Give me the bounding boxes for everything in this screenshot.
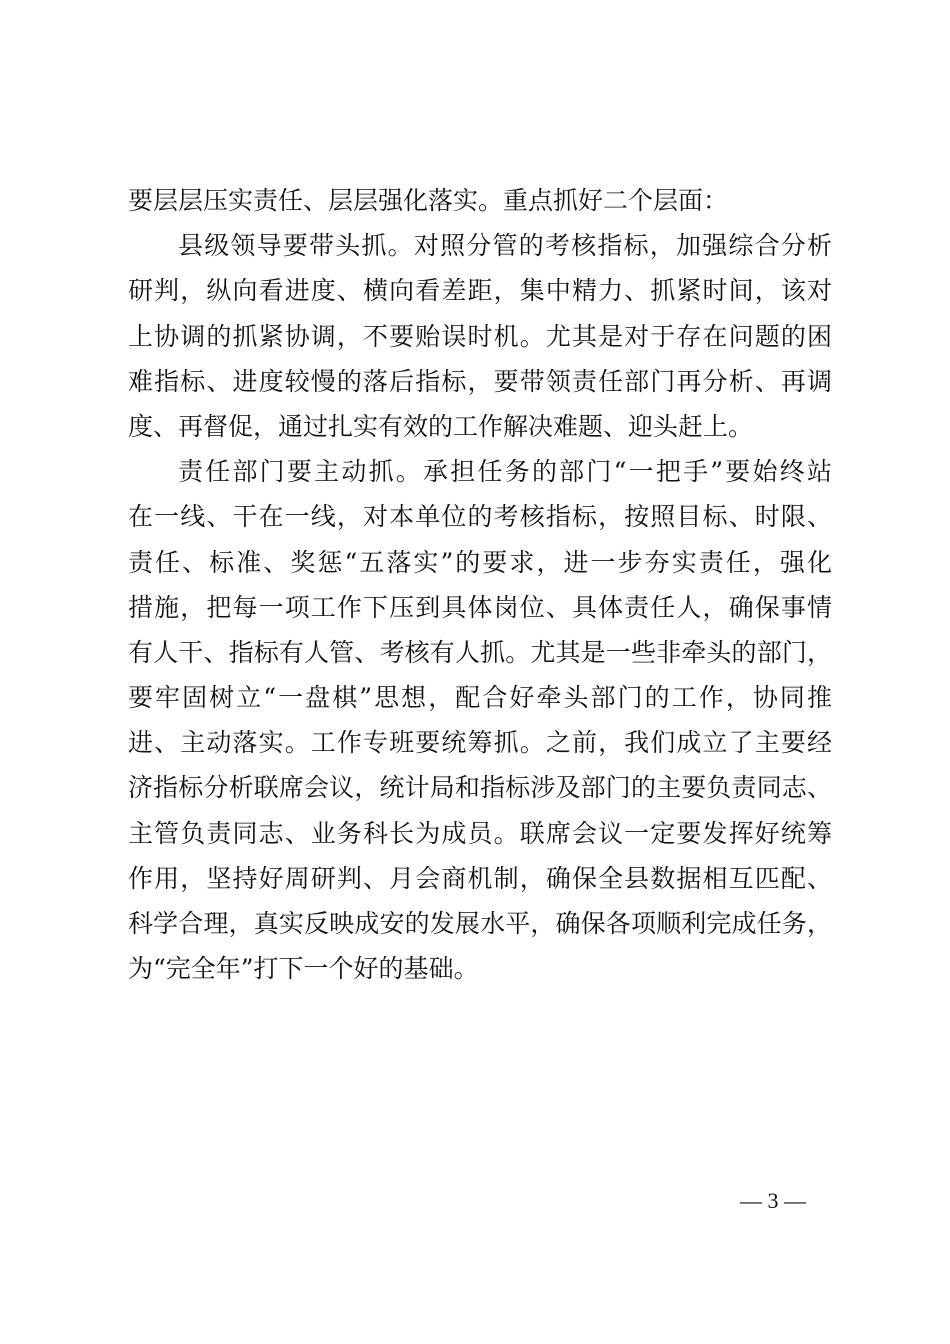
text-line: 责任部门要主动抓。承担任务的部门“一把手”要始终站: [178, 457, 832, 487]
text-line: 为“完全年”打下一个好的基础。: [128, 954, 479, 984]
text-line: 上协调的抓紧协调，不要贻误时机。尤其是对于存在问题的困: [128, 321, 832, 351]
text-line: 难指标、进度较慢的落后指标，要带领责任部门再分析、再调: [128, 366, 832, 396]
text-line: 进、主动落实。工作专班要统筹抓。之前，我们成立了主要经: [128, 728, 832, 758]
text-line: 度、再督促，通过扎实有效的工作解决难题、迎头赶上。: [128, 411, 754, 441]
text-line: 县级领导要带头抓。对照分管的考核指标，加强综合分析: [178, 231, 832, 261]
page-number: — 3 —: [740, 1188, 806, 1213]
text-line: 研判，纵向看进度、横向看差距，集中精力、抓紧时间，该对: [128, 276, 832, 306]
text-line: 在一线、干在一线，对本单位的考核指标，按照目标、时限、: [128, 502, 832, 532]
text-line: 要层层压实责任、层层强化落实。重点抓好二个层面：: [128, 186, 729, 215]
body-text: [128, 178, 832, 991]
text-line: 作用，坚持好周研判、月会商机制，确保全县数据相互匹配、: [128, 863, 832, 893]
text-line: 主管负责同志、业务科长为成员。联席会议一定要发挥好统筹: [128, 818, 832, 848]
text-line: 要牢固树立“一盘棋”思想，配合好牵头部门的工作，协同推: [128, 683, 832, 713]
text-line: 科学合理，真实反映成安的发展水平，确保各项顺利完成任务，: [128, 909, 832, 938]
text-line: 济指标分析联席会议，统计局和指标涉及部门的主要负责同志、: [128, 773, 832, 803]
text-line: 有人干、指标有人管、考核有人抓。尤其是一些非牵头的部门，: [128, 637, 832, 667]
text-line: 措施，把每一项工作下压到具体岗位、具体责任人，确保事情: [128, 592, 832, 622]
text-line: 责任、标准、奖惩“五落实”的要求，进一步夯实责任，强化: [128, 547, 832, 577]
